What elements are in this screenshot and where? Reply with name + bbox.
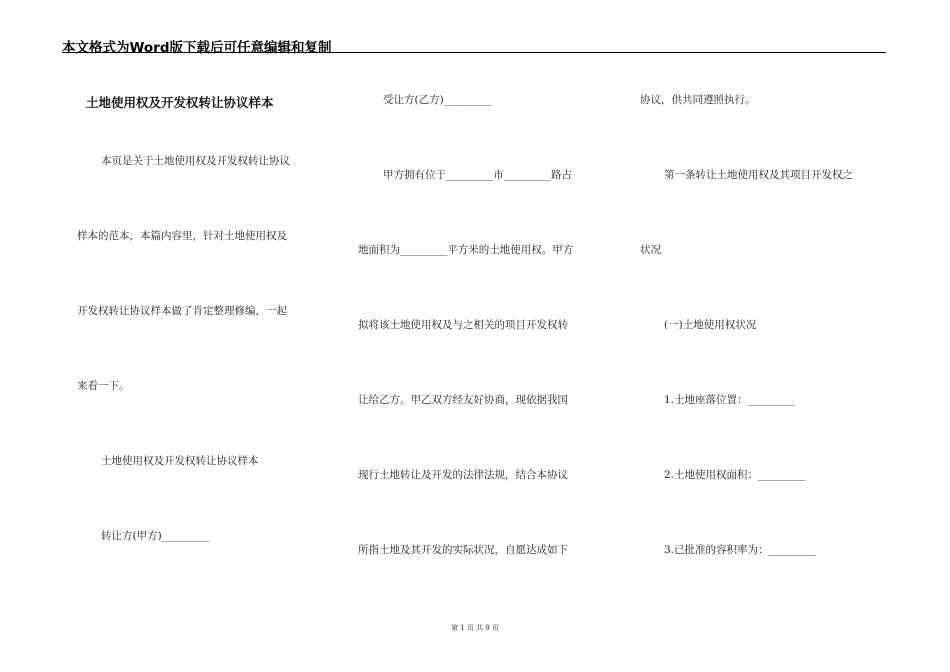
document-title: 土地使用权及开发权转让协议样本 (86, 95, 274, 110)
col1-line-3: 开发权转让协议样本做了肯定整理修编，一起 (77, 305, 287, 317)
col3-line-7: 3.已批准的容积率为：_________ (664, 544, 816, 556)
col1-line-1: 本页是关于土地使用权及开发权转让协议 (101, 155, 290, 167)
col3-line-6: 2.土地使用权面积：_________ (664, 469, 806, 481)
col2-line-4: 拟将该土地使用权及与之相关的项目开发权转 (358, 319, 568, 331)
page-number-footer: 第 1 页 共 9 页 (450, 624, 500, 632)
col3-line-3: 状况 (640, 244, 661, 256)
document-header-banner: 本文格式为Word版下载后可任意编辑和复制 (62, 40, 332, 56)
col2-line-1: 受让方(乙方)_________ (383, 94, 491, 106)
col2-line-2: 甲方拥有位于_________市_________路占 (383, 169, 572, 181)
col1-line-2: 样本的范本，本篇内容里，针对土地使用权及 (77, 230, 287, 242)
col1-line-4: 来看一下。 (77, 380, 130, 392)
header-divider (62, 52, 886, 53)
col2-line-6: 现行土地转让及开发的法律法规，结合本协议 (358, 469, 568, 481)
col2-line-7: 所指土地及其开发的实际状况，自愿达成如下 (358, 544, 568, 556)
col3-line-5: 1.土地座落位置：_________ (664, 394, 795, 406)
col1-line-5: 土地使用权及开发权转让协议样本 (101, 455, 259, 467)
col3-line-1: 协议，供共同遵照执行。 (640, 94, 756, 106)
col1-line-6: 转让方(甲方)_________ (101, 530, 209, 542)
col2-line-5: 让给乙方。甲乙双方经友好协商，现依据我国 (358, 394, 568, 406)
col3-line-2: 第一条转让土地使用权及其项目开发权之 (664, 169, 853, 181)
col3-line-4: (一)土地使用权状况 (664, 319, 757, 331)
col2-line-3: 地面积为_________平方米的土地使用权。甲方 (358, 244, 574, 256)
